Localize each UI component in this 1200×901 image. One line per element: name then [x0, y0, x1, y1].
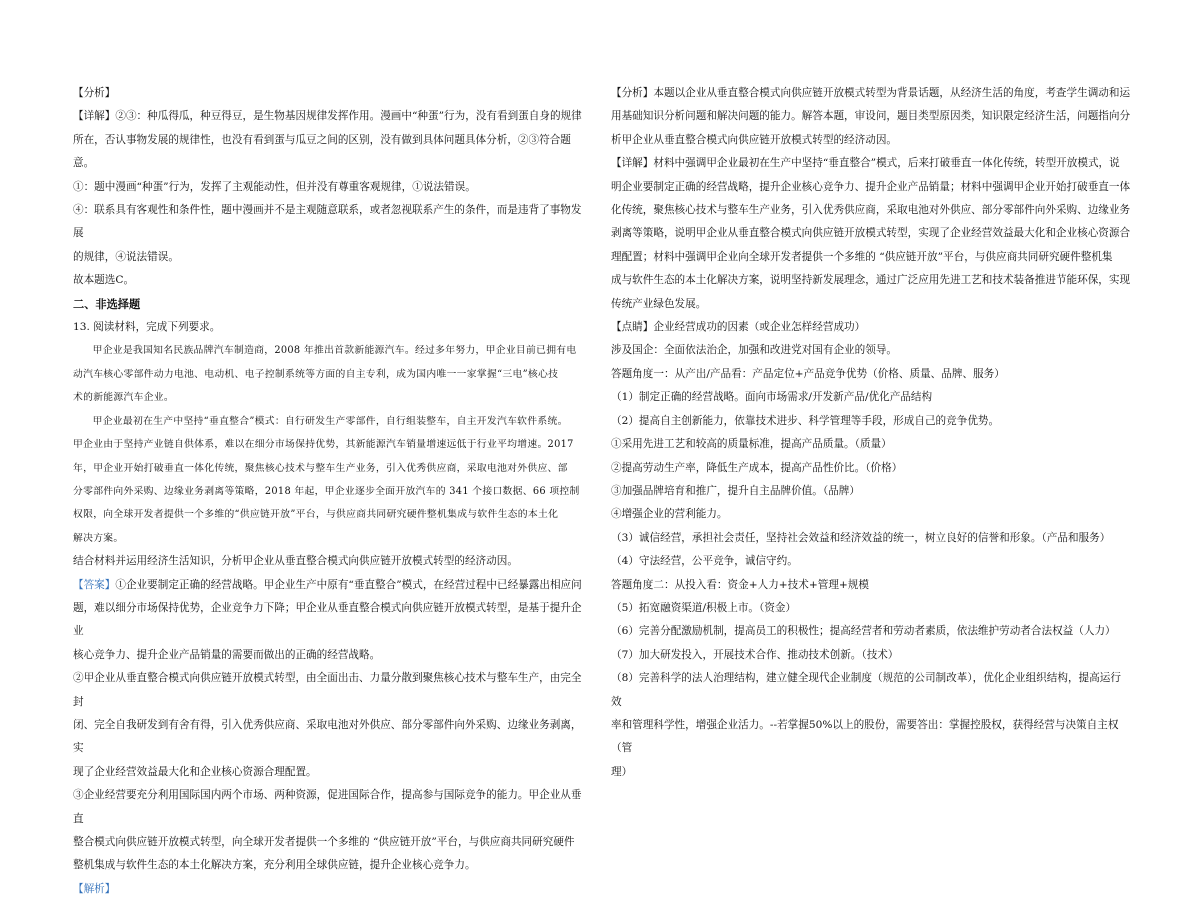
- answer-choice-line: 故本题选C。: [73, 274, 135, 287]
- explanation-label: 【解析】: [73, 882, 116, 895]
- key-point-line: ③加强品牌培育和推广，提升自主品牌价值。（品牌）: [611, 484, 860, 497]
- key-point-line: （7）加大研发投入，开展技术合作、推动技术创新。（技术）: [611, 648, 899, 661]
- detail-line: 理配置；材料中强调甲企业向全球开发者提供一个多维的 “供应链开放”平台，与供应商共同研究硬件整机集: [611, 250, 1113, 263]
- left-column: [73, 82, 590, 901]
- material-passage-line: 解决方案。: [73, 532, 124, 544]
- key-point-line: （5）拓宽融资渠道/积极上市。（资金）: [611, 601, 797, 614]
- section-heading: 二、非选择题: [73, 296, 141, 311]
- material-passage-line: 年，甲企业开始打破垂直一体化传统，聚焦核心技术与整车生产业务，引入优秀供应商，采取电池对外供应、部: [73, 462, 568, 474]
- analysis-line: 析甲企业从垂直整合模式向供应链开放模式转型的经济动因。: [611, 133, 898, 146]
- material-passage-line: 甲企业最初在生产中坚持“垂直整合”模式：自行研发生产零部件，自行组装整车，自主开发汽车软件系统。: [92, 415, 568, 427]
- answer-line: 闭、完全自我研发到有舍有得，引入优秀供应商、采取电池对外供应、部分零部件向外采购、边缘业务剥离，实: [73, 718, 582, 755]
- answer-label: 【答案】: [73, 578, 116, 591]
- detail-line: ④：联系具有客观性和条件性，题中漫画并不是主观随意联系，或者忽视联系产生的条件，而是违背了事物发展: [73, 204, 582, 240]
- material-passage-line: 甲企业由于坚持产业链自供体系，难以在细分市场保持优势，其新能源汽车销量增速远低于行业平均增速。2017: [73, 439, 574, 451]
- detail-line: 成与软件生态的本土化解决方案，说明坚持新发展理念，通过广泛应用先进工艺和技术装备推进节能环保，实现: [611, 274, 1131, 287]
- detail-line: 【详解】②③：种瓜得瓜，种豆得豆，是生物基因规律发挥作用。漫画中“种蛋”行为，没有看到蛋自身的规律: [73, 110, 582, 123]
- key-point-line: （8）完善科学的法人治理结构，建立健全现代企业制度（规范的公司制改革），优化企业组织结构，提高运行效: [611, 672, 1121, 708]
- answer-line: 整合模式向供应链开放模式转型，向全球开发者提供一个多维的 “供应链开放”平台，与供应商共同研究硬件: [73, 836, 575, 848]
- analysis-line: 【分析】本题以企业从垂直整合模式向供应链开放模式转型为背景话题，从经济生活的角度，考查学生调动和运: [611, 87, 1131, 99]
- key-point-line: （1）制定正确的经营战略。面向市场需求/开发新产品/优化产品结构: [611, 391, 933, 404]
- material-passage-line: 术的新能源汽车企业。: [73, 392, 174, 404]
- key-point-line: ①采用先进工艺和较高的质量标准，提高产品质量。（质量）: [611, 438, 892, 451]
- key-point-line: （2）提高自主创新能力，依靠技术进步、科学管理等手段，形成自己的竞争优势。: [611, 414, 1000, 427]
- right-column: [611, 82, 1131, 784]
- analysis-line: 用基础知识分析问题和解决问题的能力。解答本题，审设问，题目类型原因类，知识限定经济生活，问题指向分: [611, 110, 1131, 123]
- key-point-line: 【点睛】企业经营成功的因素（或企业怎样经营成功）: [611, 321, 866, 334]
- answer-line: ③企业经营要充分利用国际国内两个市场、两种资源，促进国际合作，提高参与国际竞争的能力。甲企业从垂直: [73, 789, 582, 825]
- answer-line: 现了企业经营效益最大化和企业核心资源合理配置。: [73, 765, 317, 778]
- key-point-line: （6）完善分配激励机制，提高员工的积极性；提高经营者和劳动者素质，依法维护劳动者合法权益（人力）: [611, 625, 1116, 638]
- key-point-line: 答题角度二：从投入看：资金+人力+技术+管理+规模: [611, 578, 869, 591]
- material-passage-line: 甲企业是我国知名民族品牌汽车制造商，2008 年推出首款新能源汽车。经过多年努力，甲企业目前已拥有电: [92, 345, 577, 357]
- key-point-line: 率和管理科学性，增强企业活力。--若掌握50%以上的股份，需要答出：掌握控股权，获得经营与决策自主权（管: [611, 718, 1119, 755]
- key-point-line: ②提高劳动生产率，降低生产成本，提高产品性价比。（价格）: [611, 461, 903, 474]
- answer-line: 题，难以细分市场保持优势，企业竞争力下降；甲企业从垂直整合模式向供应链开放模式转型，是基于提升企业: [73, 601, 582, 638]
- material-passage-line: 分零部件向外采购、边缘业务剥离等策略，2018 年起，甲企业逐步全面开放汽车的 341 个接口数据、66 项控制: [73, 485, 580, 497]
- analysis-label: 【分析】: [73, 87, 116, 99]
- answer-line: 整机集成与软件生态的本土化解决方案，充分利用全球供应链，提升企业核心竞争力。: [73, 859, 476, 872]
- key-point-line: （3）诚信经营，承担社会责任，坚持社会效益和经济效益的统一，树立良好的信誉和形象。（产品和服务）: [611, 531, 1111, 544]
- detail-line: ①：题中漫画“种蛋”行为，发挥了主观能动性，但并没有尊重客观规律，①说法错误。: [73, 180, 476, 193]
- key-point-line: 理）: [611, 765, 633, 778]
- material-passage-line: 权限，向全球开发者提供一个多维的“供应链开放”平台，与供应商共同研究硬件整机集成与软件生态的本土化: [73, 509, 559, 521]
- key-point-line: （4）守法经营，公平竞争，诚信守约。: [611, 555, 798, 568]
- detail-line: 传统产业绿色发展。: [611, 297, 707, 310]
- question-requirement: 结合材料并运用经济生活知识，分析甲企业从垂直整合模式向供应链开放模式转型的经济动因。: [73, 555, 518, 568]
- key-point-line: ④增强企业的营利能力。: [611, 508, 728, 521]
- detail-line: 剥离等策略，说明甲企业从垂直整合模式向供应链开放模式转型，实现了企业经营效益最大化和企业核心资源合: [611, 227, 1131, 240]
- answer-line: 核心竞争力、提升企业产品销量的需要而做出的正确的经营战略。: [73, 648, 381, 661]
- detail-line: 的规律，④说法错误。: [73, 250, 179, 263]
- detail-line: 所在，否认事物发展的规律性，也没有看到蛋与瓜豆之间的区别，没有做到具体问题具体分析，②③符合题意。: [73, 133, 571, 170]
- key-point-line: 答题角度一：从产出/产品看：产品定位+产品竞争优势（价格、质量、品牌、服务）: [611, 367, 1005, 380]
- detail-line: 明企业要制定正确的经营战略，提升企业核心竞争力、提升企业产品销量；材料中强调甲企业开始打破垂直一体: [611, 180, 1131, 193]
- answer-text: ①企业要制定正确的经营战略。甲企业生产中原有“垂直整合”模式，在经营过程中已经暴露出相应问: [115, 578, 582, 591]
- detail-line: 【详解】材料中强调甲企业最初在生产中坚持“垂直整合”模式，后来打破垂直一体化传统，转型开放模式，说: [611, 157, 1120, 170]
- question-prompt: 13. 阅读材料，完成下列要求。: [73, 321, 221, 334]
- answer-line: ②甲企业从垂直整合模式向供应链开放模式转型，由全面出击、力量分散到聚焦核心技术与整车生产，由完全封: [73, 672, 582, 708]
- key-point-line: 涉及国企：全面依法治企，加强和改进党对国有企业的领导。: [611, 344, 898, 357]
- detail-line: 化传统，聚焦核心技术与整车生产业务，引入优秀供应商，采取电池对外供应、部分零部件向外采购、边缘业务: [611, 204, 1131, 217]
- answer-line: [73, 574, 590, 597]
- material-passage-line: 动汽车核心零部件动力电池、电动机、电子控制系统等方面的自主专利，成为国内唯一一家掌握“三电”核心技: [73, 368, 559, 380]
